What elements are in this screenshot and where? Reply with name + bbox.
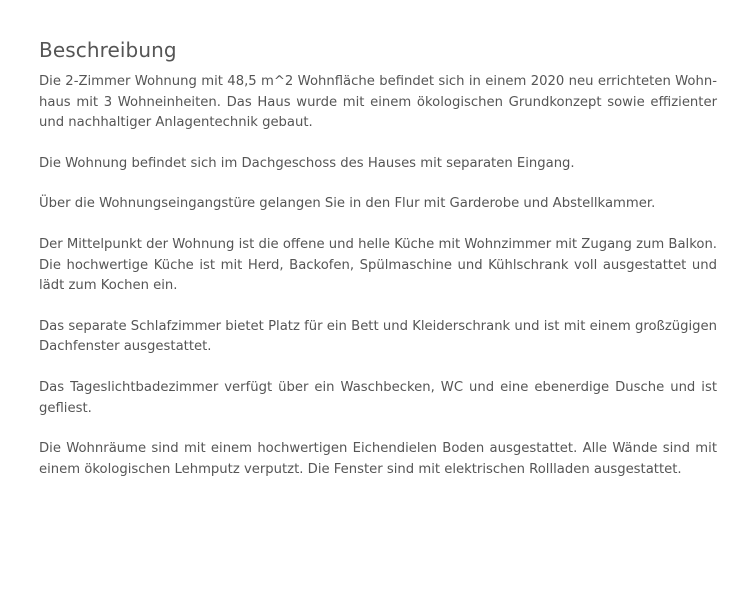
description-section: [39, 36, 717, 500]
section-title: Beschreibung: [39, 38, 177, 62]
paragraph-entrance: Über die Wohnungseingangstüre gelangen Sie in den Flur mit Garderobe und Abstellkammer.: [39, 196, 656, 212]
paragraph-bathroom: Das Tageslichtbadezimmer verfügt über ein Waschbecken, WC und eine ebenerdige Dusche und ist gefliest.: [39, 379, 717, 416]
paragraph-bedroom: Das separate Schlafzimmer bietet Platz für ein Bett und Kleiderschrank und ist mit einem großzügigen Dachfenster ausgestattet.: [39, 318, 717, 355]
paragraph-location: Die Wohnung befindet sich im Dachgeschoss des Hauses mit separaten Eingang.: [39, 155, 575, 171]
paragraph-kitchen: Der Mittelpunkt der Wohnung ist die offene und helle Küche mit Wohnzimmer mit Zugang zum Balkon. Die hochwertige Küche ist mit Herd, Backofen, Spülmaschine und Kühlschrank voll ausgestattet und lädt zum Kochen ein.: [39, 236, 717, 294]
paragraph-finishes: Die Wohnräume sind mit einem hochwertigen Eichendielen Boden ausgestattet. Alle Wände sind mit einem ökologischen Lehmputz verputzt. Die Fenster sind mit elektrischen Rollladen ausgestattet.: [39, 441, 717, 477]
paragraph-intro: Die 2-Zimmer Wohnung mit 48,5 m^2 Wohnfläche befindet sich in einem 2020 neu errichteten Wohnhaus mit 3 Wohneinheiten. Das Haus wurde mit einem ökologischen Grundkonzept sowie effizienter und nachhaltiger Anlagentechnik gebaut.: [39, 74, 717, 131]
